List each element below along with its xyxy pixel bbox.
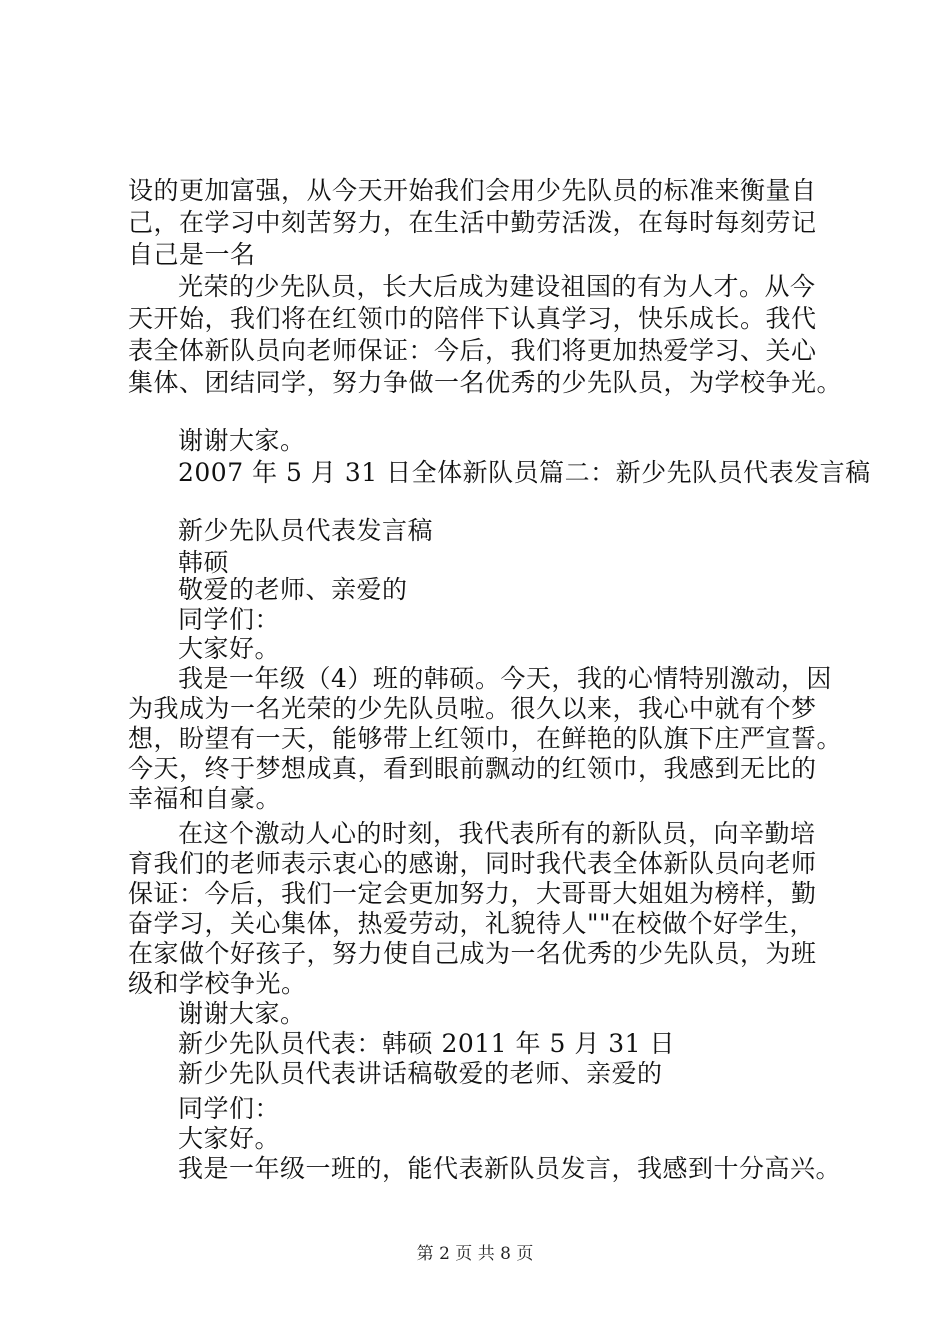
text-line: 想，盼望有一天，能够带上红领巾，在鲜艳的队旗下庄严宣誓。	[128, 724, 843, 753]
text-line: 保证：今后，我们一定会更加努力，大哥哥大姐姐为榜样，勤	[128, 879, 817, 908]
text-line: 今天，终于梦想成真，看到眼前飘动的红领巾，我感到无比的	[128, 754, 817, 783]
text-line: 新少先队员代表讲话稿敬爱的老师、亲爱的	[178, 1059, 663, 1088]
text-line: 2007 年 5 月 31 日全体新队员篇二：新少先队员代表发言稿	[178, 458, 871, 487]
text-line: 新少先队员代表发言稿	[178, 516, 434, 545]
text-line: 奋学习，关心集体，热爱劳动，礼貌待人""在校做个好学生，	[128, 909, 816, 938]
text-line: 同学们：	[178, 1094, 281, 1123]
text-line: 谢谢大家。	[178, 426, 306, 455]
text-line: 天开始，我们将在红领巾的陪伴下认真学习，快乐成长。我代	[128, 304, 817, 333]
text-line: 新少先队员代表：韩硕 2011 年 5 月 31 日	[178, 1029, 676, 1058]
text-line: 为我成为一名光荣的少先队员啦。很久以来，我心中就有个梦	[128, 694, 817, 723]
text-line: 光荣的少先队员，长大后成为建设祖国的有为人才。从今	[178, 272, 816, 301]
text-line: 自己是一名	[128, 240, 256, 269]
text-line: 设的更加富强，从今天开始我们会用少先队员的标准来衡量自	[128, 176, 817, 205]
text-line: 集体、团结同学，努力争做一名优秀的少先队员，为学校争光。	[128, 368, 843, 397]
text-line: 在这个激动人心的时刻，我代表所有的新队员，向辛勤培	[178, 819, 816, 848]
text-line: 幸福和自豪。	[128, 784, 282, 813]
text-line: 育我们的老师表示衷心的感谢，同时我代表全体新队员向老师	[128, 849, 817, 878]
page-number-footer: 第 2 页 共 8 页	[416, 1244, 534, 1264]
text-line: 同学们：	[178, 605, 281, 634]
text-line: 在家做个好孩子，努力使自己成为一名优秀的少先队员，为班	[128, 939, 817, 968]
text-line: 谢谢大家。	[178, 999, 306, 1028]
text-line: 我是一年级一班的，能代表新队员发言，我感到十分高兴。	[178, 1154, 842, 1183]
text-line: 己，在学习中刻苦努力，在生活中勤劳活泼，在每时每刻劳记	[128, 208, 817, 237]
text-line: 大家好。	[178, 1124, 281, 1153]
text-line: 大家好。	[178, 634, 281, 663]
text-line: 韩硕	[178, 548, 230, 577]
text-line: 级和学校争光。	[128, 969, 307, 998]
text-line: 敬爱的老师、亲爱的	[178, 575, 408, 604]
text-line: 表全体新队员向老师保证：今后，我们将更加热爱学习、关心	[128, 336, 817, 365]
text-line: 我是一年级（4）班的韩硕。今天，我的心情特别激动，因	[178, 664, 832, 693]
